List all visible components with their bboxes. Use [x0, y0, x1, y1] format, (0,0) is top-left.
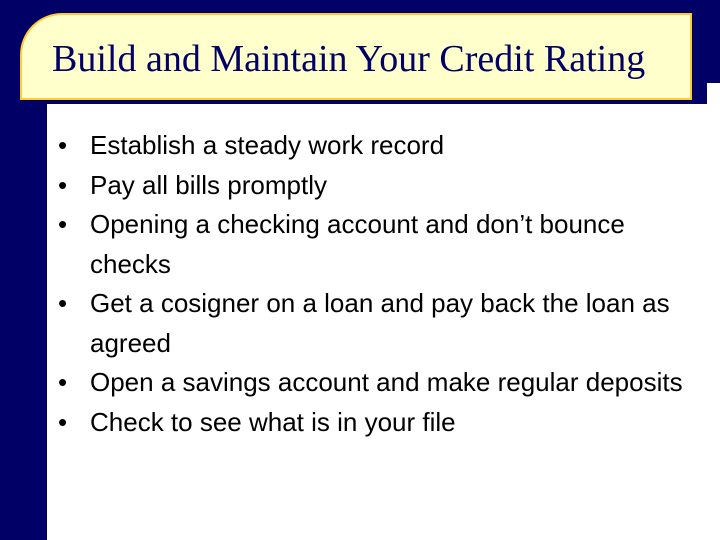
bullet-item-cosigner-loan — [58, 284, 698, 363]
bullet-item-check-file — [58, 403, 698, 443]
bullet-icon: • — [58, 169, 68, 200]
bullet-icon: • — [58, 406, 68, 437]
bullet-icon: • — [58, 209, 68, 239]
bullet-item-pay-bills — [58, 166, 698, 206]
bullet-item-checking-account — [58, 205, 698, 284]
bullet-text: Get a cosigner on a loan and pay back the loan as agreed — [90, 288, 670, 358]
bullet-text: Pay all bills promptly — [90, 169, 327, 200]
bullet-text: Check to see what is in your file — [90, 406, 456, 437]
bullet-icon: • — [58, 130, 68, 160]
bullet-text: Establish a steady work record — [90, 130, 445, 160]
bullet-list — [58, 126, 698, 442]
bullet-text: Opening a checking account and don’t bounce checks — [90, 209, 625, 279]
bullet-icon: • — [58, 288, 68, 318]
bullet-item-work-record — [58, 126, 698, 166]
bullet-item-savings-account — [58, 363, 698, 403]
slide-title: Build and Maintain Your Credit Rating — [52, 38, 646, 80]
bullet-text: Open a savings account and make regular deposits — [90, 367, 683, 397]
bullet-icon: • — [58, 367, 68, 397]
